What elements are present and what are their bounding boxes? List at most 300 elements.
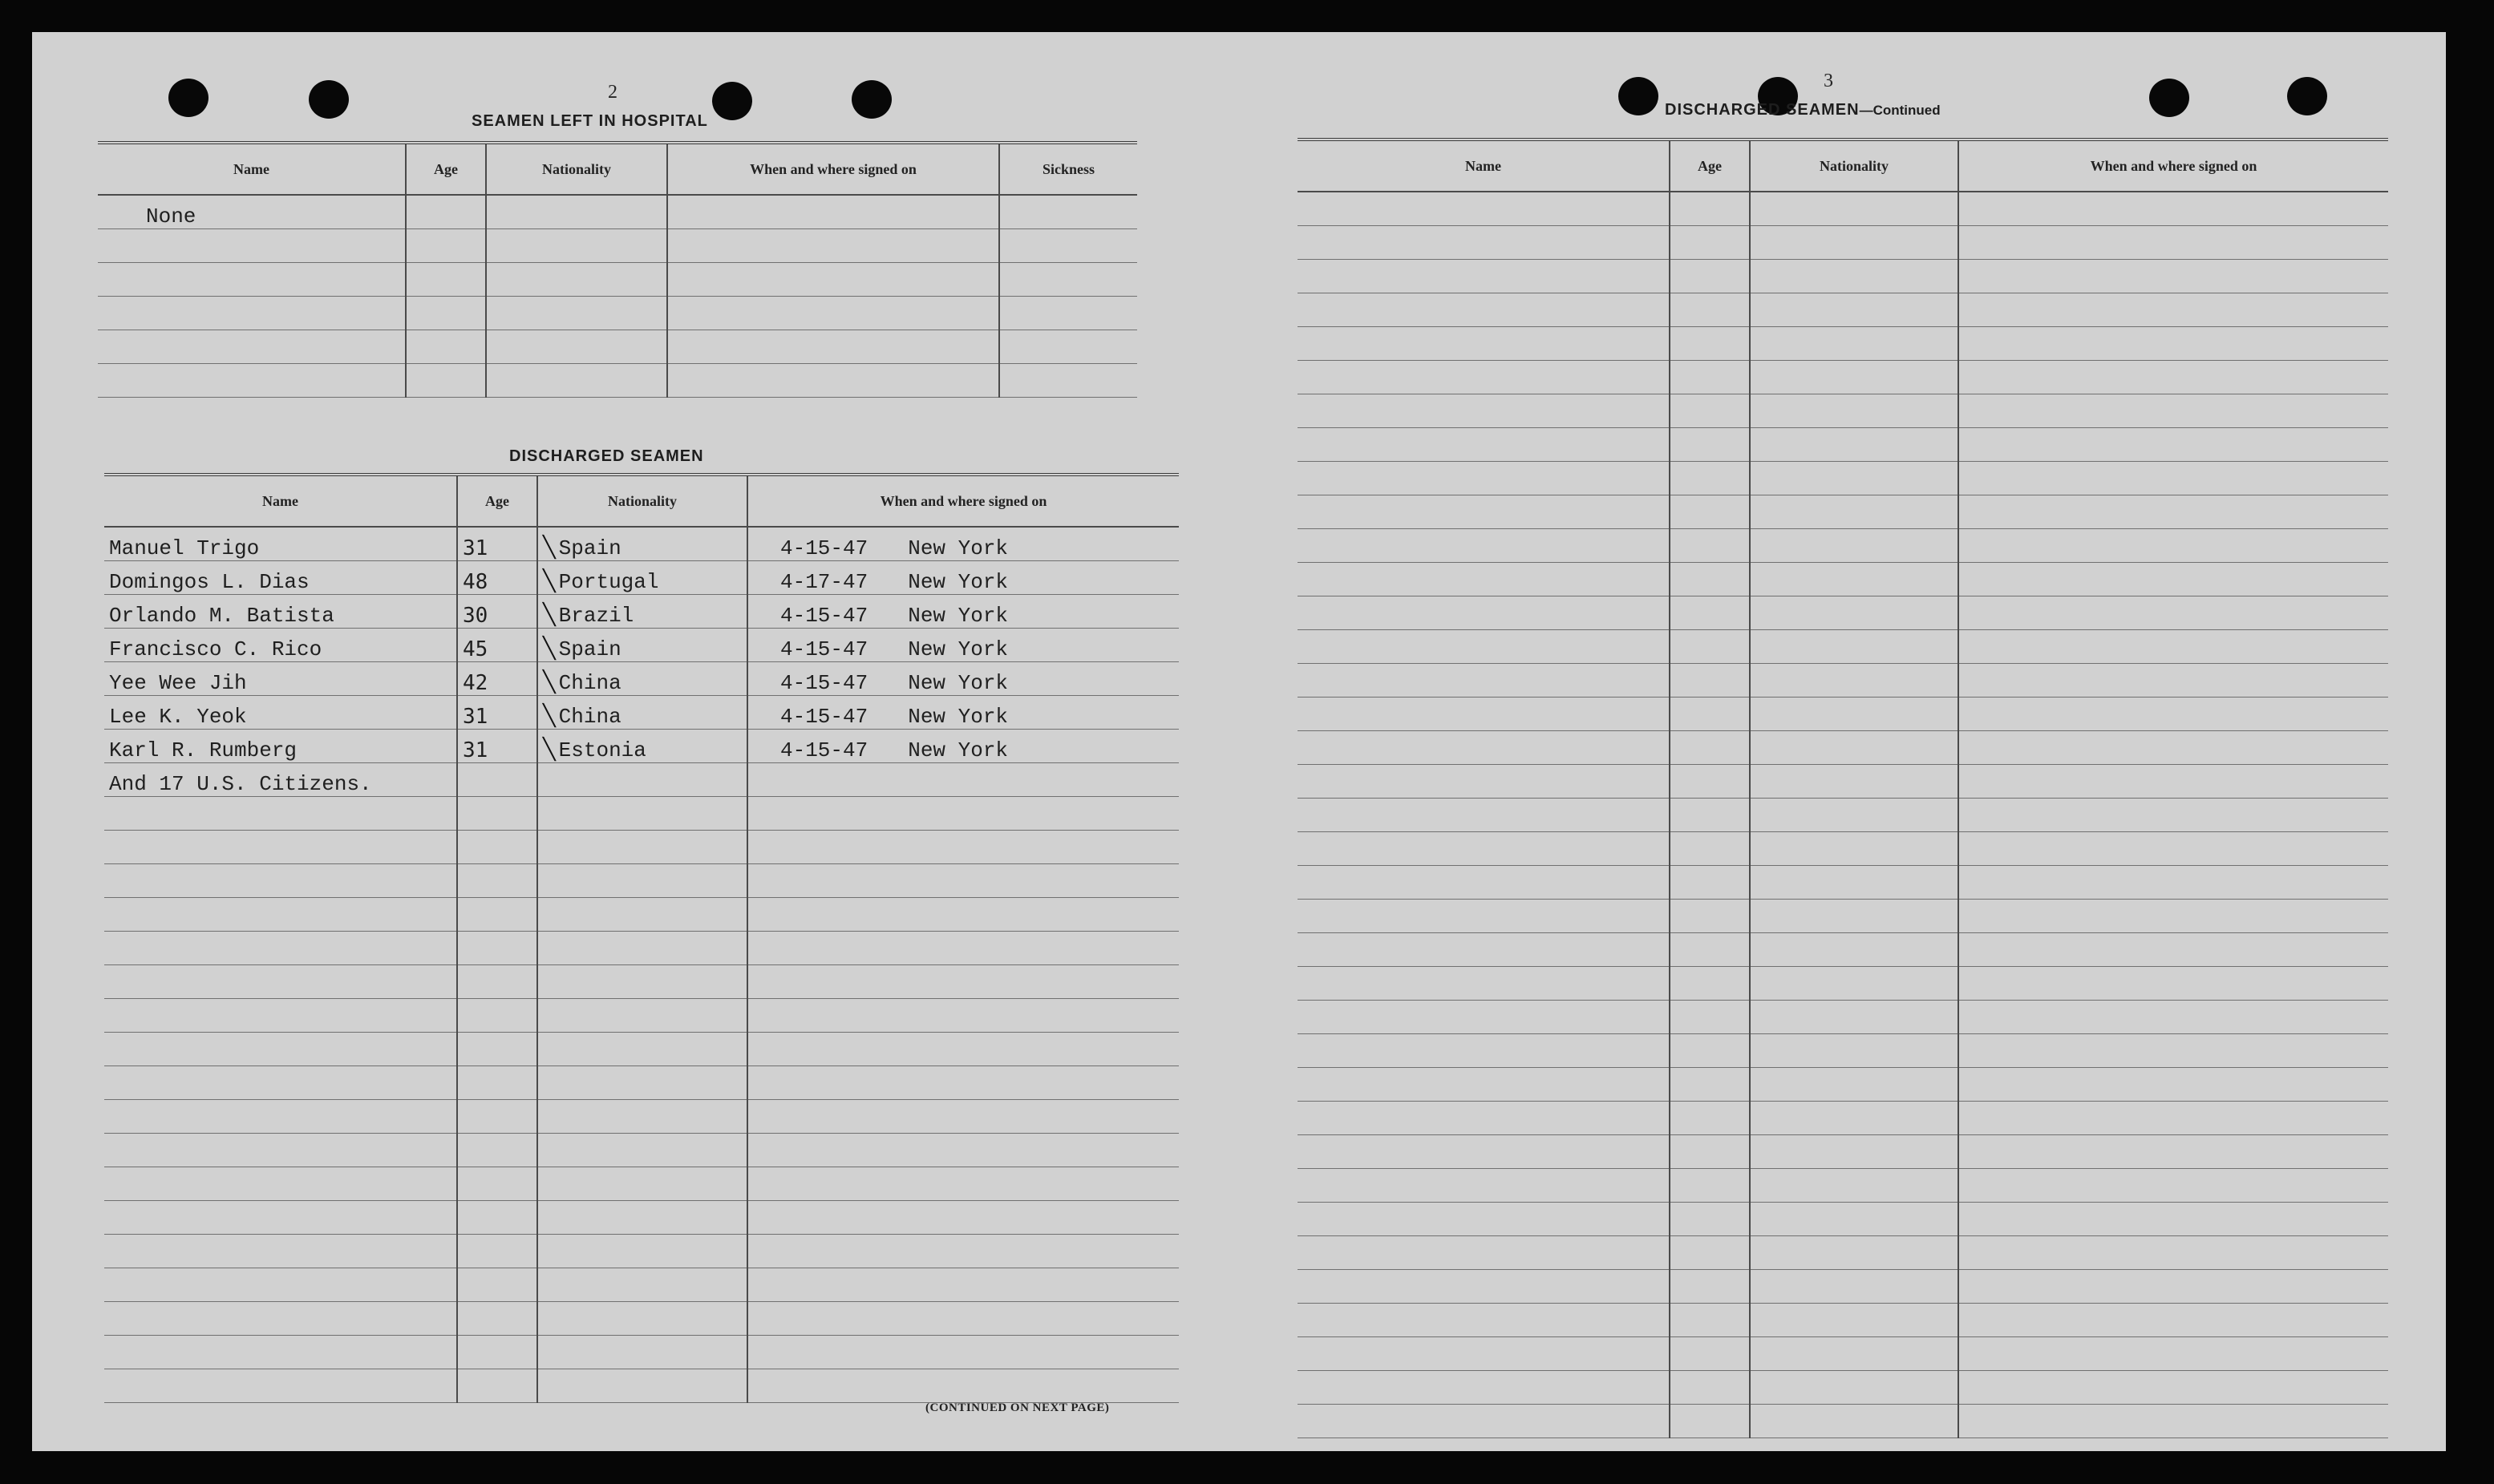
seaman-name [104, 898, 457, 932]
seaman-age [1670, 1001, 1750, 1034]
seaman-age: 31 [457, 527, 537, 561]
seaman-nationality [537, 1100, 747, 1134]
seaman-age [1670, 1337, 1750, 1371]
seaman-nationality [537, 898, 747, 932]
signed-on-place: New York [908, 705, 1009, 729]
table-row [1298, 462, 2388, 495]
seaman-name [1298, 933, 1670, 967]
column-header-signed-on: When and where signed on [1958, 140, 2388, 192]
seaman-name [1298, 832, 1670, 866]
signed-on [667, 195, 999, 229]
seaman-name [1298, 1203, 1670, 1236]
signed-on-place: New York [908, 671, 1009, 695]
signed-on-date: 4-15-47 [780, 738, 868, 762]
seaman-nationality [537, 595, 747, 629]
signed-on [747, 797, 1179, 831]
signed-on [1958, 1102, 2388, 1135]
continued-title-main: DISCHARGED SEAMEN [1665, 101, 1860, 119]
seaman-nationality [537, 696, 747, 730]
signed-on [747, 1033, 1179, 1066]
table-row [1298, 1068, 2388, 1102]
seaman-nationality [537, 1167, 747, 1201]
seaman-nationality [486, 229, 667, 263]
seaman-nationality [486, 263, 667, 297]
seaman-age [457, 898, 537, 932]
column-header-name: Name [98, 143, 406, 195]
seaman-nationality [1750, 226, 1958, 260]
binder-hole [168, 79, 209, 117]
seaman-age [457, 1336, 537, 1369]
signed-on [1958, 1304, 2388, 1337]
seaman-age [1670, 1304, 1750, 1337]
seaman-age [457, 999, 537, 1033]
signed-on-date: 4-15-47 [780, 536, 868, 560]
seaman-age [1670, 361, 1750, 394]
table-row [104, 898, 1179, 932]
sickness [999, 263, 1137, 297]
signed-on [747, 527, 1179, 561]
signed-on [1958, 765, 2388, 799]
sickness [999, 229, 1137, 263]
continued-header-row [1298, 140, 2388, 192]
table-row [1298, 933, 2388, 967]
seaman-nationality [537, 730, 747, 763]
seaman-nationality [1750, 596, 1958, 630]
seaman-nationality [537, 1066, 747, 1100]
signed-on-date: 4-15-47 [780, 705, 868, 729]
column-header-name: Name [1298, 140, 1670, 192]
seaman-age [457, 1066, 537, 1100]
table-row [1298, 799, 2388, 832]
table-row [104, 1201, 1179, 1235]
seaman-name: Manuel Trigo [104, 527, 457, 561]
seaman-age [1670, 1371, 1750, 1405]
signed-on [747, 1302, 1179, 1336]
binder-hole [712, 82, 752, 120]
seaman-name [1298, 900, 1670, 933]
seaman-nationality [1750, 630, 1958, 664]
seaman-nationality [537, 1134, 747, 1167]
seaman-name [1298, 361, 1670, 394]
ledger-paper [32, 32, 2446, 1451]
column-header-age: Age [406, 143, 486, 195]
seaman-nationality [1750, 192, 1958, 226]
seaman-name [98, 229, 406, 263]
seaman-nationality [1750, 799, 1958, 832]
signed-on [747, 898, 1179, 932]
seaman-nationality [537, 797, 747, 831]
column-header-nationality: Nationality [486, 143, 667, 195]
signed-on [747, 561, 1179, 595]
table-row [1298, 260, 2388, 293]
table-row [1298, 698, 2388, 731]
seaman-nationality [537, 662, 747, 696]
signed-on-place: New York [908, 637, 1009, 661]
table-row [104, 864, 1179, 898]
table-row [104, 1336, 1179, 1369]
nationality-text: China [558, 671, 621, 695]
signed-on [747, 1100, 1179, 1134]
seaman-name [1298, 563, 1670, 596]
table-row [98, 364, 1137, 398]
seaman-age [1670, 1405, 1750, 1438]
seaman-name: Lee K. Yeok [104, 696, 457, 730]
seaman-age [1670, 327, 1750, 361]
seaman-name: Francisco C. Rico [104, 629, 457, 662]
seaman-name [104, 1201, 457, 1235]
table-row [1298, 1405, 2388, 1438]
hospital-header-row [98, 143, 1137, 195]
table-row [1298, 967, 2388, 1001]
table-row [104, 696, 1179, 730]
seaman-name [104, 1235, 457, 1268]
seaman-age [1670, 394, 1750, 428]
seaman-age [1670, 563, 1750, 596]
discharged-header-row [104, 475, 1179, 527]
seaman-nationality [537, 864, 747, 898]
seaman-name [104, 1066, 457, 1100]
seaman-age [457, 1268, 537, 1302]
table-row [1298, 1337, 2388, 1371]
table-row [98, 263, 1137, 297]
seaman-nationality [537, 629, 747, 662]
seaman-age [406, 297, 486, 330]
seaman-nationality [1750, 765, 1958, 799]
signed-on [747, 1235, 1179, 1268]
sickness [999, 364, 1137, 398]
table-row [1298, 765, 2388, 799]
table-row [104, 1100, 1179, 1134]
seaman-name: Domingos L. Dias [104, 561, 457, 595]
seaman-age [457, 797, 537, 831]
seaman-age: 48 [457, 561, 537, 595]
seaman-age: 42 [457, 662, 537, 696]
signed-on [1958, 799, 2388, 832]
hospital-table [98, 141, 1137, 398]
seaman-age [457, 1235, 537, 1268]
signed-on [747, 965, 1179, 999]
seaman-nationality [537, 561, 747, 595]
seaman-nationality [537, 1369, 747, 1403]
seaman-name [1298, 394, 1670, 428]
table-row [1298, 866, 2388, 900]
seaman-name [98, 364, 406, 398]
table-row [1298, 1203, 2388, 1236]
seaman-name [1298, 664, 1670, 698]
signed-on [747, 1134, 1179, 1167]
seaman-name [98, 297, 406, 330]
seaman-name [104, 1167, 457, 1201]
seaman-name [1298, 192, 1670, 226]
table-row [104, 1066, 1179, 1100]
seaman-nationality [1750, 866, 1958, 900]
seaman-name [1298, 1236, 1670, 1270]
seaman-name [1298, 1135, 1670, 1169]
signed-on [1958, 1169, 2388, 1203]
table-row [104, 1033, 1179, 1066]
seaman-age [406, 330, 486, 364]
seaman-nationality [1750, 1270, 1958, 1304]
seaman-name: Orlando M. Batista [104, 595, 457, 629]
seaman-name [104, 1302, 457, 1336]
seaman-name [104, 965, 457, 999]
seaman-age [1670, 596, 1750, 630]
table-row [1298, 293, 2388, 327]
signed-on-place: New York [908, 738, 1009, 762]
seaman-age [1670, 832, 1750, 866]
nationality-text: Brazil [558, 604, 634, 628]
nationality-text: Spain [558, 536, 621, 560]
signed-on [1958, 933, 2388, 967]
seaman-name [1298, 1068, 1670, 1102]
binder-hole [852, 80, 892, 119]
seaman-nationality [537, 763, 747, 797]
table-row [98, 195, 1137, 229]
check-mark-icon: ╲ [543, 738, 556, 762]
seaman-nationality [1750, 394, 1958, 428]
signed-on [1958, 900, 2388, 933]
seaman-age [457, 1100, 537, 1134]
column-header-signed-on: When and where signed on [747, 475, 1179, 527]
seaman-age [406, 364, 486, 398]
check-mark-icon: ╲ [543, 637, 556, 661]
signed-on [1958, 1270, 2388, 1304]
seaman-nationality [537, 1033, 747, 1066]
seaman-nationality [537, 1302, 747, 1336]
seaman-age [1670, 1203, 1750, 1236]
table-row [98, 330, 1137, 364]
seaman-name [1298, 799, 1670, 832]
page-number-right: 3 [1824, 71, 1833, 91]
seaman-name [104, 1033, 457, 1066]
seaman-name [1298, 495, 1670, 529]
signed-on [747, 662, 1179, 696]
signed-on [747, 831, 1179, 864]
seaman-name [1298, 1337, 1670, 1371]
seaman-nationality [1750, 731, 1958, 765]
table-row [1298, 832, 2388, 866]
seaman-age [457, 1134, 537, 1167]
signed-on [1958, 361, 2388, 394]
signed-on [1958, 1405, 2388, 1438]
table-row [104, 1369, 1179, 1403]
signed-on [747, 730, 1179, 763]
seaman-nationality [1750, 260, 1958, 293]
seaman-age [457, 864, 537, 898]
column-header-name: Name [104, 475, 457, 527]
seaman-age [1670, 698, 1750, 731]
signed-on-place: New York [908, 570, 1009, 594]
check-mark-icon: ╲ [543, 604, 556, 628]
seaman-age [406, 263, 486, 297]
signed-on [1958, 630, 2388, 664]
seaman-name [1298, 731, 1670, 765]
seaman-nationality [537, 1336, 747, 1369]
signed-on [747, 629, 1179, 662]
signed-on-date: 4-15-47 [780, 604, 868, 628]
table-row [104, 527, 1179, 561]
signed-on [1958, 260, 2388, 293]
table-row [104, 831, 1179, 864]
column-header-age: Age [457, 475, 537, 527]
seaman-age [457, 1033, 537, 1066]
discharged-table [104, 473, 1179, 1403]
seaman-nationality [1750, 563, 1958, 596]
seaman-name [1298, 260, 1670, 293]
table-row [104, 629, 1179, 662]
column-header-nationality: Nationality [537, 475, 747, 527]
seaman-name [104, 1336, 457, 1369]
discharged-section-title: DISCHARGED SEAMEN [509, 447, 704, 465]
seaman-name [1298, 698, 1670, 731]
signed-on [1958, 495, 2388, 529]
page-number-left: 2 [608, 82, 617, 103]
signed-on [1958, 1236, 2388, 1270]
seaman-nationality [1750, 462, 1958, 495]
seaman-nationality [1750, 529, 1958, 563]
table-row [1298, 529, 2388, 563]
seaman-name: Yee Wee Jih [104, 662, 457, 696]
seaman-name [1298, 967, 1670, 1001]
signed-on [747, 999, 1179, 1033]
signed-on [1958, 664, 2388, 698]
seaman-nationality [537, 999, 747, 1033]
seaman-age [406, 229, 486, 263]
signed-on [1958, 731, 2388, 765]
seaman-nationality [1750, 1034, 1958, 1068]
signed-on [1958, 1001, 2388, 1034]
continued-title-suffix: —Continued [1859, 103, 1941, 118]
seaman-age [1670, 933, 1750, 967]
seaman-age [1670, 1034, 1750, 1068]
signed-on [1958, 1135, 2388, 1169]
binder-hole [2149, 79, 2189, 117]
table-row [104, 797, 1179, 831]
seaman-name [1298, 293, 1670, 327]
binder-hole [309, 80, 349, 119]
signed-on [1958, 967, 2388, 1001]
seaman-name [1298, 765, 1670, 799]
signed-on [747, 696, 1179, 730]
seaman-name [104, 797, 457, 831]
signed-on [1958, 529, 2388, 563]
signed-on-place: New York [908, 604, 1009, 628]
seaman-name [1298, 1270, 1670, 1304]
check-mark-icon: ╲ [543, 536, 556, 560]
seaman-age [457, 965, 537, 999]
check-mark-icon: ╲ [543, 705, 556, 729]
seaman-age [1670, 529, 1750, 563]
seaman-age: 31 [457, 696, 537, 730]
seaman-name [104, 1268, 457, 1302]
signed-on-date: 4-15-47 [780, 671, 868, 695]
nationality-text: Spain [558, 637, 621, 661]
seaman-age [406, 195, 486, 229]
signed-on [747, 1167, 1179, 1201]
seaman-name [1298, 630, 1670, 664]
nationality-text: Portugal [558, 570, 659, 594]
table-row [1298, 731, 2388, 765]
signed-on [1958, 327, 2388, 361]
seaman-nationality [537, 1268, 747, 1302]
hospital-section-title: SEAMEN LEFT IN HOSPITAL [472, 112, 708, 130]
signed-on [747, 1336, 1179, 1369]
seaman-age [457, 763, 537, 797]
seaman-nationality [1750, 832, 1958, 866]
signed-on [667, 330, 999, 364]
signed-on [1958, 1203, 2388, 1236]
signed-on [1958, 293, 2388, 327]
seaman-nationality [1750, 1371, 1958, 1405]
signed-on [1958, 832, 2388, 866]
binder-hole [2287, 77, 2327, 115]
sickness [999, 297, 1137, 330]
nationality-text: Estonia [558, 738, 646, 762]
table-row [1298, 1135, 2388, 1169]
seaman-name [1298, 1001, 1670, 1034]
table-row [1298, 327, 2388, 361]
seaman-age [457, 1302, 537, 1336]
seaman-name [104, 1100, 457, 1134]
signed-on [747, 595, 1179, 629]
table-row [1298, 1102, 2388, 1135]
signed-on [1958, 1337, 2388, 1371]
seaman-nationality [1750, 1135, 1958, 1169]
signed-on-date: 4-17-47 [780, 570, 868, 594]
signed-on [747, 1201, 1179, 1235]
seaman-age [1670, 226, 1750, 260]
seaman-name [1298, 866, 1670, 900]
seaman-name [1298, 1034, 1670, 1068]
seaman-nationality [1750, 1001, 1958, 1034]
seaman-nationality [1750, 1068, 1958, 1102]
signed-on [1958, 563, 2388, 596]
seaman-nationality [1750, 1169, 1958, 1203]
table-row [104, 662, 1179, 696]
seaman-name [1298, 1371, 1670, 1405]
seaman-age [1670, 1068, 1750, 1102]
seaman-name [1298, 1169, 1670, 1203]
table-row [1298, 1034, 2388, 1068]
seaman-name [98, 263, 406, 297]
table-row [104, 1302, 1179, 1336]
seaman-nationality [486, 195, 667, 229]
seaman-age [1670, 866, 1750, 900]
table-row [1298, 428, 2388, 462]
signed-on [747, 1268, 1179, 1302]
table-row [1298, 900, 2388, 933]
seaman-nationality [537, 831, 747, 864]
table-row [104, 999, 1179, 1033]
seaman-name: None [98, 195, 406, 229]
continued-table [1298, 138, 2388, 1438]
seaman-name [104, 864, 457, 898]
seaman-age [1670, 664, 1750, 698]
table-row [1298, 1304, 2388, 1337]
seaman-age [1670, 799, 1750, 832]
signed-on [747, 864, 1179, 898]
seaman-nationality [1750, 1405, 1958, 1438]
signed-on [1958, 394, 2388, 428]
seaman-name [1298, 462, 1670, 495]
seaman-name [1298, 596, 1670, 630]
signed-on [1958, 1371, 2388, 1405]
table-row [98, 297, 1137, 330]
table-row [104, 932, 1179, 965]
seaman-age [1670, 1102, 1750, 1135]
table-row [104, 1268, 1179, 1302]
continued-footer: (CONTINUED ON NEXT PAGE) [925, 1401, 1110, 1414]
